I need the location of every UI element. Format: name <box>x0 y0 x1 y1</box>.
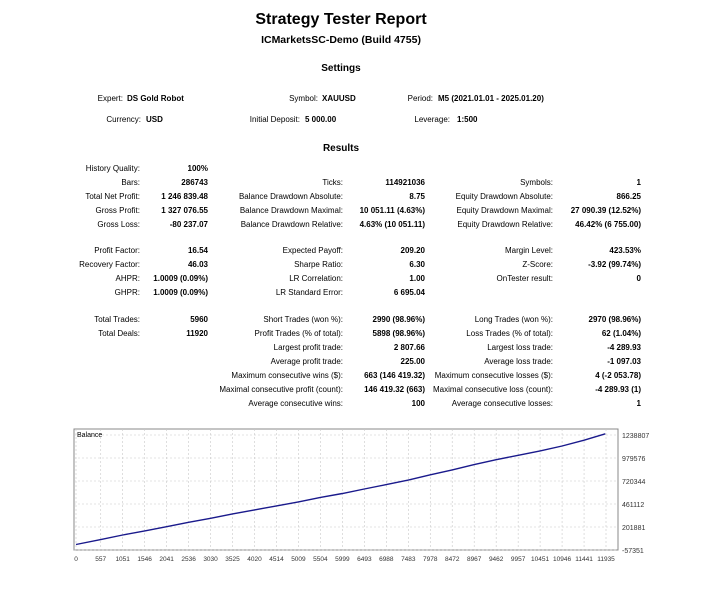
chart-frame <box>74 429 618 550</box>
x-tick-label: 5504 <box>313 556 328 563</box>
symbol-value: XAUUSD <box>322 94 356 103</box>
x-tick-label: 11935 <box>597 556 615 563</box>
result-mid-label: Sharpe Ratio: <box>294 260 343 269</box>
result-mid-label: Profit Trades (% of total): <box>254 329 343 338</box>
expert-label: Expert: <box>97 94 123 103</box>
x-tick-label: 1051 <box>115 556 130 563</box>
y-tick-label: 720344 <box>622 478 646 486</box>
result-mid-value: 114921036 <box>385 178 425 187</box>
x-tick-label: 557 <box>95 556 107 563</box>
result-right-value: -4 289.93 <box>607 343 641 352</box>
x-tick-label: 9957 <box>510 556 526 563</box>
result-mid-label: Expected Payoff: <box>282 246 343 255</box>
result-left-label: Total Deals: <box>98 329 140 338</box>
result-mid-value: 100 <box>411 399 425 408</box>
currency-value: USD <box>146 115 163 124</box>
result-right-label: Long Trades (won %): <box>474 315 553 324</box>
expert-value: DS Gold Robot <box>127 94 184 103</box>
result-mid-value: 6 695.04 <box>393 288 425 297</box>
x-tick-label: 3030 <box>203 556 218 563</box>
y-tick-label: 1238807 <box>622 433 650 440</box>
result-left-label: Total Trades: <box>94 315 140 324</box>
result-right-label: OnTester result: <box>496 274 553 283</box>
x-tick-label: 8967 <box>466 556 482 563</box>
result-mid-value: 1.00 <box>409 274 425 283</box>
result-right-value: -1 097.03 <box>607 357 641 366</box>
result-mid-value: 8.75 <box>409 192 425 201</box>
result-right-value: 2970 (98.96%) <box>588 315 641 324</box>
result-right-label: Symbols: <box>520 178 553 187</box>
result-right-value: 423.53% <box>609 246 641 255</box>
x-tick-label: 10946 <box>553 556 572 563</box>
result-mid-label: Balance Drawdown Relative: <box>240 220 343 229</box>
result-left-label: AHPR: <box>115 274 140 283</box>
balance-chart <box>72 427 692 567</box>
result-right-label: Loss Trades (% of total): <box>466 329 553 338</box>
result-mid-value: 5898 (98.96%) <box>372 329 425 338</box>
result-right-label: Equity Drawdown Maximal: <box>456 206 553 215</box>
x-tick-label: 2536 <box>181 556 196 563</box>
result-right-value: 46.42% (6 755.00) <box>575 220 641 229</box>
result-mid-value: 2 807.66 <box>393 343 425 352</box>
result-left-label: Bars: <box>121 178 140 187</box>
result-mid-value: 225.00 <box>400 357 425 366</box>
result-right-label: Average loss trade: <box>484 357 553 366</box>
result-mid-label: Ticks: <box>322 178 343 187</box>
result-left-label: Gross Loss: <box>97 220 140 229</box>
result-right-value: 1 <box>636 399 641 408</box>
result-left-value: 1 327 076.55 <box>161 206 208 215</box>
results-heading: Results <box>322 143 360 154</box>
result-right-value: -4 289.93 (1) <box>595 385 641 394</box>
result-mid-label: Average consecutive wins: <box>248 399 343 408</box>
result-left-value: 1.0009 (0.09%) <box>153 274 208 283</box>
result-mid-label: Maximal consecutive profit (count): <box>219 385 343 394</box>
x-tick-label: 9462 <box>488 556 504 563</box>
leverage-label: Leverage: <box>414 115 450 124</box>
result-right-label: Equity Drawdown Absolute: <box>455 192 553 201</box>
result-right-label: Equity Drawdown Relative: <box>457 220 553 229</box>
x-tick-label: 6493 <box>357 556 372 563</box>
deposit-value: 5 000.00 <box>305 115 337 124</box>
result-right-value: 866.25 <box>616 192 641 201</box>
result-right-label: Maximal consecutive loss (count): <box>432 385 553 394</box>
result-right-value: 0 <box>636 274 641 283</box>
y-tick-label: 201881 <box>622 524 646 532</box>
x-tick-label: 5999 <box>335 556 350 563</box>
result-right-label: Margin Level: <box>504 246 553 255</box>
result-left-label: History Quality: <box>85 164 140 173</box>
leverage-value: 1:500 <box>457 115 478 124</box>
x-tick-label: 6988 <box>379 556 394 563</box>
result-left-value: -80 237.07 <box>169 220 208 229</box>
result-left-label: Total Net Profit: <box>85 192 140 201</box>
result-left-value: 16.54 <box>187 246 208 255</box>
x-tick-label: 10451 <box>531 556 550 563</box>
x-tick-label: 8472 <box>444 556 460 563</box>
result-right-value: 1 <box>636 178 641 187</box>
result-mid-value: 10 051.11 (4.63%) <box>359 206 425 215</box>
result-mid-label: Balance Drawdown Maximal: <box>239 206 343 215</box>
y-tick-label: 979576 <box>622 455 646 463</box>
result-right-value: -3.92 (99.74%) <box>588 260 641 269</box>
result-left-value: 1 246 839.48 <box>161 192 208 201</box>
chart-title: Balance <box>77 432 103 439</box>
x-tick-label: 2041 <box>159 556 174 563</box>
x-tick-label: 5009 <box>291 556 306 563</box>
result-mid-label: Average profit trade: <box>270 357 343 366</box>
result-mid-value: 146 419.32 (663) <box>364 385 425 394</box>
currency-label: Currency: <box>106 115 141 124</box>
settings-heading: Settings <box>321 63 361 74</box>
result-mid-value: 6.30 <box>409 260 425 269</box>
result-right-label: Maximum consecutive losses ($): <box>434 371 553 380</box>
result-mid-value: 663 (146 419.32) <box>364 371 425 380</box>
result-mid-value: 2990 (98.96%) <box>372 315 425 324</box>
result-right-value: 27 090.39 (12.52%) <box>570 206 641 215</box>
balance-chart-svg <box>72 427 692 567</box>
result-mid-label: Short Trades (won %): <box>263 315 343 324</box>
y-tick-label: 461112 <box>622 502 645 509</box>
x-tick-label: 4020 <box>247 556 262 563</box>
result-left-value: 5960 <box>190 315 208 324</box>
result-left-value: 1.0009 (0.09%) <box>153 288 208 297</box>
result-left-value: 11920 <box>186 329 208 338</box>
result-mid-label: Maximum consecutive wins ($): <box>231 371 343 380</box>
result-mid-value: 209.20 <box>400 246 425 255</box>
result-mid-value: 4.63% (10 051.11) <box>359 220 425 229</box>
result-mid-label: LR Correlation: <box>289 274 343 283</box>
period-label: Period: <box>407 94 433 103</box>
result-mid-label: Balance Drawdown Absolute: <box>238 192 343 201</box>
x-tick-label: 3525 <box>225 556 240 563</box>
x-tick-label: 0 <box>74 556 78 563</box>
report-title: Strategy Tester Report <box>255 11 427 28</box>
result-right-label: Average consecutive losses: <box>451 399 553 408</box>
result-left-label: GHPR: <box>114 288 140 297</box>
deposit-label: Initial Deposit: <box>249 115 300 124</box>
y-tick-label: -57351 <box>622 548 644 555</box>
x-tick-label: 7978 <box>423 556 438 563</box>
result-mid-label: Largest profit trade: <box>273 343 343 352</box>
result-left-label: Gross Profit: <box>95 206 140 215</box>
result-right-value: 62 (1.04%) <box>601 329 641 338</box>
x-tick-label: 1546 <box>137 556 152 563</box>
result-left-value: 46.03 <box>187 260 208 269</box>
result-right-value: 4 (-2 053.78) <box>595 371 641 380</box>
report-subtitle: ICMarketsSC-Demo (Build 4755) <box>261 34 421 46</box>
period-value: M5 (2021.01.01 - 2025.01.20) <box>438 94 544 103</box>
x-tick-label: 7483 <box>401 556 416 563</box>
result-right-label: Z-Score: <box>522 260 553 269</box>
symbol-label: Symbol: <box>289 94 318 103</box>
result-left-value: 100% <box>187 164 208 173</box>
x-tick-label: 11441 <box>575 556 593 563</box>
result-left-label: Profit Factor: <box>94 246 140 255</box>
result-right-label: Largest loss trade: <box>487 343 553 352</box>
result-left-value: 286743 <box>181 178 208 187</box>
x-tick-label: 4514 <box>269 556 284 563</box>
result-mid-label: LR Standard Error: <box>275 288 343 297</box>
result-left-label: Recovery Factor: <box>79 260 140 269</box>
